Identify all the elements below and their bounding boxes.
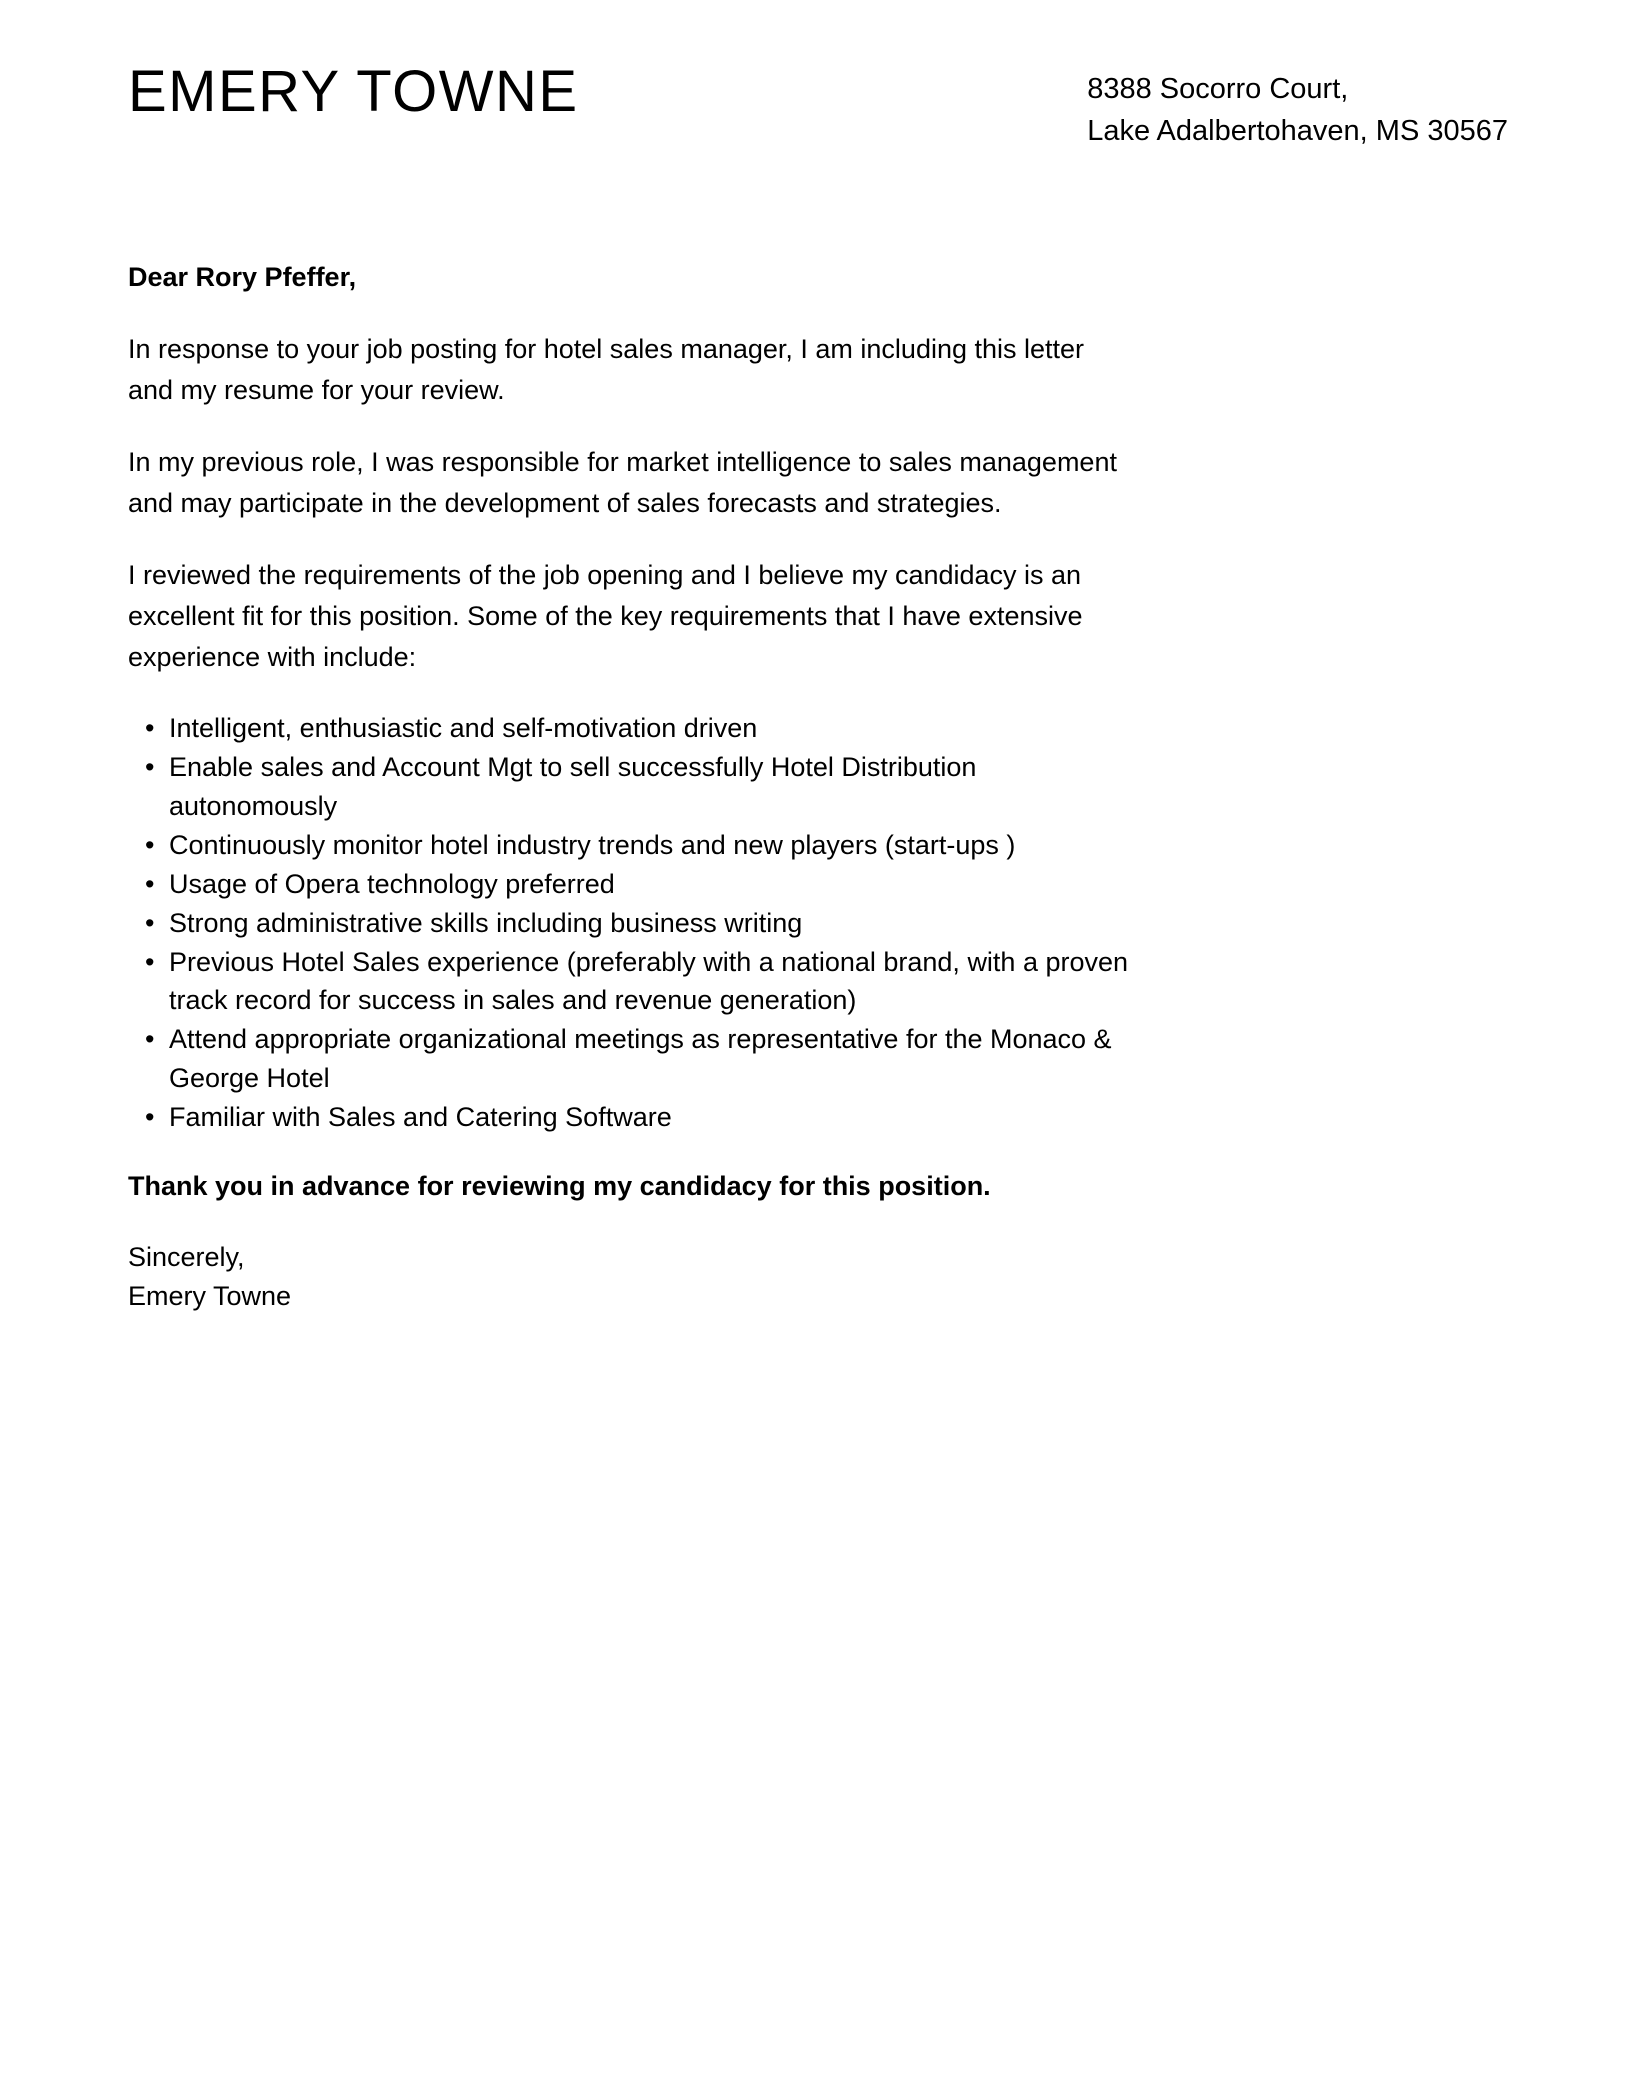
list-item-label: Familiar with Sales and Catering Software <box>169 1102 672 1133</box>
list-item <box>128 1098 1138 1137</box>
list-item <box>128 1020 1138 1098</box>
address-line-2: Lake Adalbertohaven, MS 30567 <box>1087 115 1508 148</box>
bullet-icon: • <box>145 1024 155 1055</box>
letter-header <box>0 0 1632 152</box>
list-item-label: Usage of Opera technology preferred <box>169 868 615 899</box>
sender-address-block <box>1087 58 1512 152</box>
list-item <box>128 904 1138 943</box>
body-paragraph-1: In response to your job posting for hotel sales manager, I am including this letter and my resume for your review. <box>128 334 1085 406</box>
body-paragraph-2: In my previous role, I was responsible for market intelligence to sales management and may participate in the development of sales forecasts and strategies. <box>128 447 1117 519</box>
list-item <box>128 709 1138 748</box>
bullet-icon: • <box>145 1102 155 1133</box>
closing-statement: Thank you in advance for reviewing my candidacy for this position. <box>128 1170 991 1201</box>
signature-block <box>128 1238 1504 1317</box>
signoff-label: Sincerely, <box>128 1241 245 1272</box>
letter-body <box>0 262 1632 1317</box>
address-line-1: 8388 Socorro Court, <box>1087 73 1349 105</box>
bullet-icon: • <box>145 907 155 938</box>
bullet-icon: • <box>145 829 155 860</box>
list-item-label: Strong administrative skills including business writing <box>169 907 803 938</box>
list-item-label: Intelligent, enthusiastic and self-motivation driven <box>169 713 758 744</box>
bullet-icon: • <box>145 946 155 977</box>
list-item-label: Continuously monitor hotel industry trends and new players (start-ups ) <box>169 829 1016 860</box>
signature-name: Emery Towne <box>128 1281 292 1312</box>
list-item <box>128 748 1138 826</box>
bullet-icon: • <box>145 713 155 744</box>
list-item <box>128 943 1138 1021</box>
bullet-icon: • <box>145 868 155 899</box>
sender-name: EMERY TOWNE <box>128 59 579 124</box>
list-item-label: Enable sales and Account Mgt to sell successfully Hotel Distribution autonomously <box>169 752 977 822</box>
list-item-label: Previous Hotel Sales experience (preferably with a national brand, with a proven track record for success in sales and revenue generation) <box>169 946 1129 1016</box>
list-item <box>128 865 1138 904</box>
list-item-label: Attend appropriate organizational meetings as representative for the Monaco & George Hotel <box>169 1024 1112 1094</box>
requirements-list <box>128 709 1138 1137</box>
body-paragraph-3: I reviewed the requirements of the job opening and I believe my candidacy is an excellent fit for this position. Some of the key requirements that I have extensive experience with include: <box>128 560 1083 673</box>
list-item <box>128 826 1138 865</box>
salutation: Dear Rory Pfeffer, <box>128 262 357 293</box>
bullet-icon: • <box>145 752 155 783</box>
